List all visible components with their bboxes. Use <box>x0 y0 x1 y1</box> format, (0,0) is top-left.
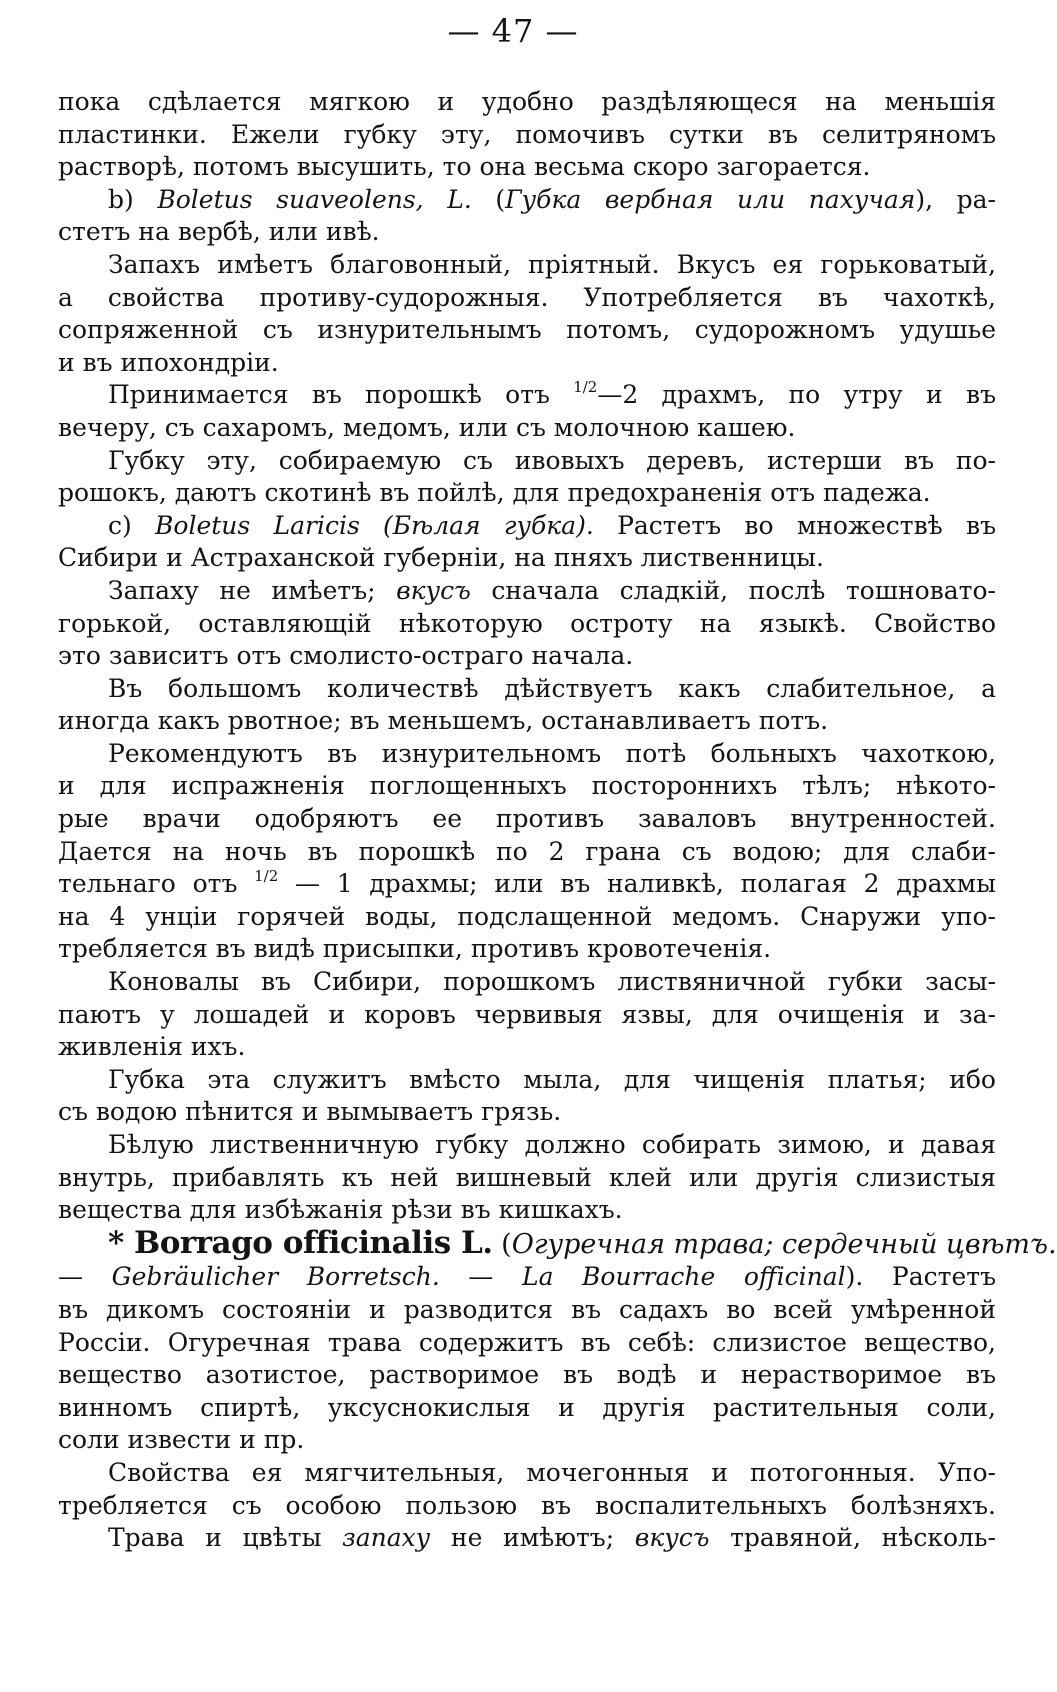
text-run: Россіи. Огуречная трава содержитъ въ себѣ: слизистое вещество, <box>58 1327 996 1357</box>
italic-term: вкусъ <box>396 575 471 605</box>
text-line <box>58 347 996 380</box>
text-run: Дается на ночь въ порошкѣ по 2 грана съ водою; для слаби- <box>58 836 996 866</box>
text-run: Въ большомъ количествѣ дѣйствуетъ какъ слабительное, а <box>108 673 996 703</box>
text-line <box>58 1194 996 1227</box>
text-run: ). Растетъ <box>845 1262 996 1292</box>
text-line <box>58 966 996 999</box>
text-line <box>58 412 996 445</box>
text-line <box>58 1261 996 1294</box>
italic-term: запаху <box>342 1523 431 1553</box>
text-line <box>58 608 996 641</box>
italic-term: Огуречная трава; сердечный цвѣтъ. <box>511 1228 1057 1260</box>
italic-term: Губка вербная или пахучая <box>505 184 916 214</box>
text-line <box>58 314 996 347</box>
italic-term: Boletus Laricis (Бѣлая губка). <box>155 510 594 540</box>
text-line <box>58 1327 996 1360</box>
text-line <box>58 1129 996 1162</box>
text-line <box>58 379 996 412</box>
text-run: Свойства ея мягчительныя, мочегонныя и потогонныя. Упо- <box>108 1457 996 1487</box>
text-line <box>58 1490 996 1523</box>
text-line <box>58 282 996 315</box>
text-line <box>58 86 996 119</box>
text-line <box>58 673 996 706</box>
italic-term: La Bourrache officinal <box>521 1262 846 1292</box>
text-line <box>58 1031 996 1064</box>
text-run: растворѣ, потомъ высушить, то она весьма скоро загорается. <box>58 152 871 182</box>
text-line <box>58 575 996 608</box>
text-line <box>58 1064 996 1097</box>
text-line <box>58 738 996 771</box>
text-line <box>58 216 996 249</box>
text-line <box>58 705 996 738</box>
text-run: паютъ у лошадей и коровъ червивыя язвы, для очищенія и за- <box>58 999 996 1029</box>
section-heading-line <box>58 1224 1057 1262</box>
text-line <box>58 770 996 803</box>
text-run: пластинки. Ежели губку эту, помочивъ сутки въ селитряномъ <box>58 119 996 149</box>
text-run: ), ра- <box>915 184 996 214</box>
text-run: Коновалы въ Сибири, порошкомъ листвяничной губки засы- <box>108 967 996 997</box>
text-run: живленія ихъ. <box>58 1032 246 1062</box>
text-run: — 1 драхмы; или въ наливкѣ, полагая 2 драхмы <box>278 869 997 899</box>
text-run: внутрь, прибавлять къ ней вишневый клей или другія слизистыя <box>58 1162 996 1192</box>
text-run: и для испражненія поглощенныхъ постороннихъ тѣлъ; нѣкото- <box>58 771 996 801</box>
text-line <box>58 542 996 575</box>
text-line <box>58 868 996 901</box>
text-run: сопряженной съ изнурительнымъ потомъ, судорожномъ удушье <box>58 315 996 345</box>
text-run: Сибири и Астраханской губерніи, на пняхъ лиственницы. <box>58 543 824 573</box>
text-run: ( <box>471 184 506 214</box>
text-run: стетъ на вербѣ, или ивѣ. <box>58 217 380 247</box>
text-run: на 4 унціи горячей воды, подслащенной медомъ. Снаружи упо- <box>58 901 996 931</box>
text-line <box>58 184 996 217</box>
italic-term: вкусъ <box>634 1523 710 1553</box>
italic-term: Gebräulicher Borretsch. <box>111 1262 440 1292</box>
text-run: Запаху не имѣетъ; <box>108 575 397 605</box>
text-run: Рекомендуютъ въ изнурительномъ потѣ больныхъ чахоткою, <box>108 738 996 768</box>
text-run: травяной, нѣсколь- <box>709 1523 996 1553</box>
text-run: соли извести и пр. <box>58 1425 305 1455</box>
text-line <box>58 1096 996 1129</box>
text-run: это зависитъ отъ смолисто-остраго начала. <box>58 641 634 671</box>
fraction: 1/2 <box>573 378 598 397</box>
text-line <box>58 510 996 543</box>
text-run: Трава и цвѣты <box>108 1523 343 1553</box>
text-run: ( <box>492 1228 512 1260</box>
text-line <box>58 640 996 673</box>
text-line <box>58 933 996 966</box>
text-line <box>58 1162 996 1195</box>
text-run: и въ ипохондріи. <box>58 347 279 377</box>
text-run: Губку эту, собираемую съ ивовыхъ деревъ, истерши въ по- <box>108 445 996 475</box>
fraction: 1/2 <box>254 867 279 886</box>
text-line <box>58 249 996 282</box>
text-run: сначала сладкій, послѣ тошновато- <box>470 575 996 605</box>
text-run: рые врачи одобряютъ ее противъ заваловъ внутренностей. <box>58 804 996 834</box>
text-run: а свойства противу-судорожныя. Употребляется въ чахоткѣ, <box>58 282 996 312</box>
text-run: пока сдѣлается мягкою и удобно раздѣляющеся на меньшія <box>58 87 996 116</box>
text-run: винномъ спиртѣ, уксуснокислыя и другія растительныя соли, <box>58 1392 996 1422</box>
text-run: — <box>439 1262 522 1292</box>
italic-term: Boletus suaveolens, L. <box>157 184 472 214</box>
text-line <box>58 836 996 869</box>
text-line <box>58 1392 996 1425</box>
text-run: Губка эта служитъ вмѣсто мыла, для чищенія платья; ибо <box>108 1064 996 1094</box>
text-line <box>58 1522 996 1555</box>
page-number: — 47 — <box>447 12 579 50</box>
text-line <box>58 803 996 836</box>
text-run: горькой, оставляющій нѣкоторую остроту на языкѣ. Свойство <box>58 608 996 638</box>
text-line <box>58 151 996 184</box>
text-run: Запахъ имѣетъ благовонный, пріятный. Вкусъ ея горьковатый, <box>108 249 996 279</box>
text-run: Бѣлую лиственничную губку должно собирать зимою, и давая <box>108 1130 996 1159</box>
text-run: вещества для избѣжанія рѣзи въ кишкахъ. <box>58 1195 623 1225</box>
text-line <box>58 1424 996 1457</box>
text-line <box>58 1457 996 1490</box>
text-line <box>58 445 996 478</box>
heading-term: * Borrago officinalis L. <box>108 1224 493 1261</box>
text-run: вещество азотистое, растворимое въ водѣ и нерастворимое въ <box>58 1360 996 1390</box>
text-run: b) <box>108 184 158 214</box>
text-run: не имѣютъ; <box>430 1523 635 1553</box>
text-run: — <box>58 1262 112 1292</box>
text-run: рошокъ, даютъ скотинѣ въ пойлѣ, для предохраненія отъ падежа. <box>58 478 931 508</box>
text-line <box>58 1359 996 1392</box>
text-line <box>58 1294 996 1327</box>
text-run: Растетъ во множествѣ въ <box>593 510 996 540</box>
text-line <box>58 901 996 934</box>
text-line <box>58 999 996 1032</box>
text-run: тельнаго отъ <box>58 869 255 899</box>
text-line <box>58 119 996 152</box>
text-run: вечеру, съ сахаромъ, медомъ, или съ молочною кашею. <box>58 412 796 442</box>
text-run: съ водою пѣнится и вымываетъ грязь. <box>58 1097 562 1127</box>
text-run: требляется съ особою пользою въ воспалительныхъ болѣзняхъ. <box>58 1490 996 1520</box>
text-run: c) <box>108 510 156 540</box>
body-text <box>58 86 1057 1555</box>
text-run: —2 драхмъ, по утру и въ <box>597 380 996 410</box>
text-line <box>58 477 996 510</box>
text-run: требляется въ видѣ присыпки, противъ кровотеченія. <box>58 934 772 964</box>
text-run: Принимается въ порошкѣ отъ <box>108 380 574 410</box>
text-run: иногда какъ рвотное; въ меньшемъ, останавливаетъ потъ. <box>58 706 829 736</box>
text-run: въ дикомъ состояніи и разводится въ садахъ во всей умѣренной <box>58 1294 996 1324</box>
